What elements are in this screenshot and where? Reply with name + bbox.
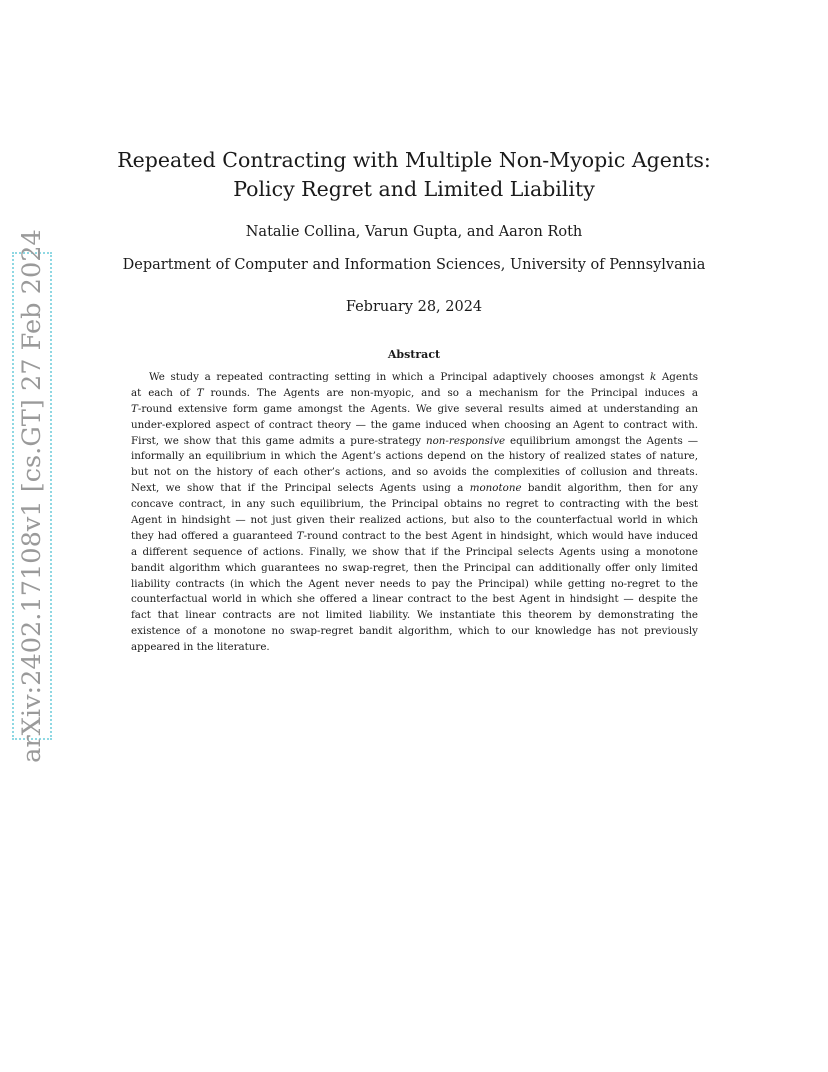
abstract-line <box>131 402 698 418</box>
abstract-italic-text: T <box>131 402 138 415</box>
abstract-body <box>131 370 698 656</box>
abstract-line <box>131 386 698 402</box>
abstract-text: informally an equilibrium in which the Agent’s actions depend on the history of realized states of nature, <box>131 450 698 463</box>
abstract-text: at each of <box>131 386 197 399</box>
abstract-text: appeared in the literature. <box>131 641 270 654</box>
abstract-line <box>131 370 698 386</box>
abstract-line <box>131 529 698 545</box>
abstract-text: concave contract, in any such equilibrium, the Principal obtains no regret to contracting with the best <box>131 498 698 511</box>
abstract-text: Agents <box>656 371 698 383</box>
abstract-text: under-explored aspect of contract theory — the game induced when choosing an Agent to contract with. <box>131 418 698 431</box>
abstract-line <box>131 624 698 640</box>
abstract-text: liability contracts (in which the Agent never needs to pay the Principal) while getting no-regret to the <box>131 577 698 590</box>
abstract-line <box>131 449 698 465</box>
abstract-italic-text: T <box>296 529 304 542</box>
paper-authors: Natalie Collina, Varun Gupta, and Aaron Roth <box>245 224 583 240</box>
abstract-line <box>131 545 698 561</box>
arxiv-identifier: arXiv:2402.17108v1 [cs.GT] 27 Feb 2024 <box>17 229 48 763</box>
abstract-text: Agent in hindsight — not just given their realized actions, but also to the counterfactual world in which <box>131 514 698 527</box>
abstract-text: bandit algorithm, then for any <box>521 482 698 495</box>
abstract-line <box>131 465 698 481</box>
paper-affiliation: Department of Computer and Information Sciences, University of Pennsylvania <box>122 257 706 273</box>
abstract-italic-text: monotone <box>469 482 522 495</box>
abstract-italic-text: T <box>196 386 204 399</box>
abstract-text: but not on the history of each other’s actions, and so avoids the complexities of collusion and threats. <box>131 466 698 479</box>
abstract-line <box>131 561 698 577</box>
paper-date: February 28, 2024 <box>345 299 483 315</box>
abstract-italic-text: non-responsive <box>425 434 506 447</box>
title-line-2: Policy Regret and Limited Liability <box>233 177 595 201</box>
abstract-text: equilibrium amongst the Agents — <box>505 434 698 447</box>
abstract-text: they had offered a guaranteed <box>131 529 297 542</box>
abstract-line <box>131 481 698 497</box>
abstract-text: fact that linear contracts are not limited liability. We instantiate this theorem by demonstrating the <box>131 609 698 622</box>
abstract-text: Next, we show that if the Principal selects Agents using a <box>131 482 470 495</box>
abstract-text: -round contract to the best Agent in hindsight, which would have induced <box>303 529 698 542</box>
arxiv-stamp <box>12 229 52 763</box>
abstract-text: rounds. The Agents are non-myopic, and so a mechanism for the Principal induces a <box>203 386 698 399</box>
abstract-line <box>131 577 698 593</box>
abstract-line <box>131 608 698 624</box>
abstract-line <box>131 418 698 434</box>
abstract-line <box>131 434 698 450</box>
title-line-1: Repeated Contracting with Multiple Non-Myopic Agents: <box>117 148 711 172</box>
abstract-line <box>131 513 698 529</box>
abstract-line <box>131 497 698 513</box>
abstract-text: We study a repeated contracting setting in which a Principal adaptively chooses amongst <box>149 371 650 383</box>
abstract-text: a different sequence of actions. Finally, we show that if the Principal selects Agents using a monotone <box>131 545 698 558</box>
abstract-text: counterfactual world in which she offered a linear contract to the best Agent in hindsight — despite the <box>131 593 698 606</box>
abstract-line <box>131 640 698 656</box>
paper-title <box>0 146 828 204</box>
abstract-text: First, we show that this game admits a pure-strategy <box>131 434 426 447</box>
abstract-text: bandit algorithm which guarantees no swap-regret, then the Principal can additionally offer only limited <box>131 561 698 574</box>
abstract-heading: Abstract <box>387 348 441 361</box>
abstract-line <box>131 592 698 608</box>
abstract-text: -round extensive form game amongst the Agents. We give several results aimed at understanding an <box>137 402 698 415</box>
abstract-text: existence of a monotone no swap-regret bandit algorithm, which to our knowledge has not previously <box>131 625 698 638</box>
abstract-italic-text: k <box>649 371 657 383</box>
